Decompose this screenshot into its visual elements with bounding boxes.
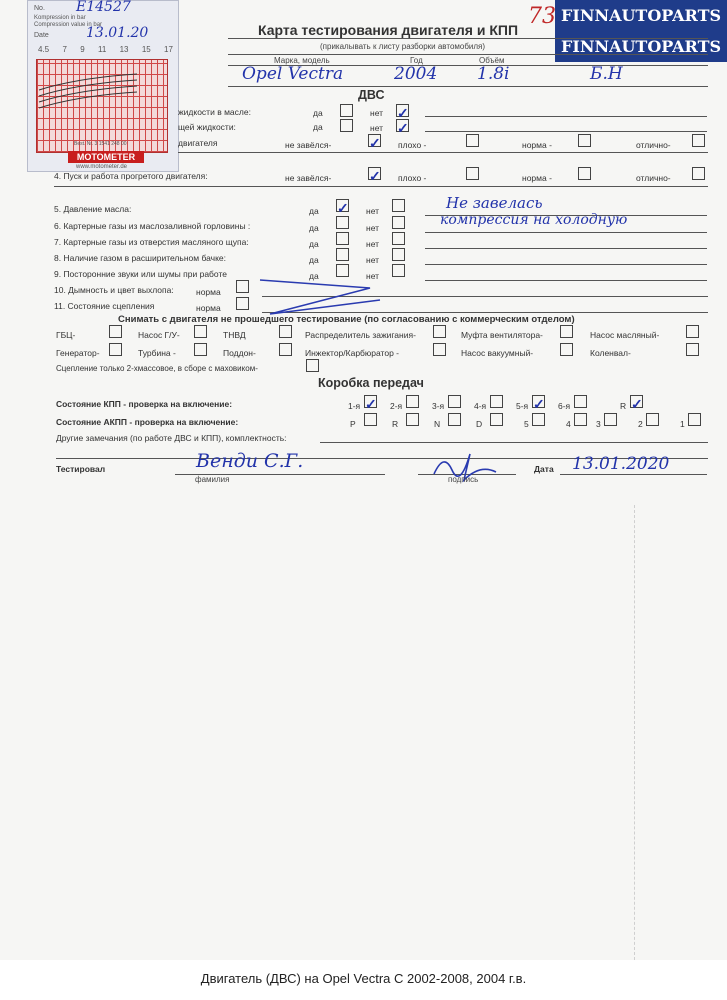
row4-line [54, 186, 708, 187]
row8-label: 8. Наличие газом в расширительном бачке: [54, 253, 226, 263]
remove-r2-0: Генератор- [56, 348, 100, 358]
row2-opt-no: нет [370, 123, 384, 133]
other-remarks-line-1 [320, 442, 708, 443]
gearbox-title: Коробка передач [318, 376, 424, 390]
date-label: Дата [534, 464, 554, 474]
akpp-box-4[interactable] [574, 413, 587, 426]
row4-box1[interactable] [368, 167, 381, 184]
motometer-logo: MOTOMETER [68, 151, 144, 163]
row3-box2[interactable] [466, 134, 479, 147]
row7-opt-no: нет [366, 239, 380, 249]
akpp-label: Состояние АКПП - проверка на включение: [56, 417, 239, 427]
row3-box4[interactable] [692, 134, 705, 147]
row6-box-no[interactable] [392, 216, 405, 229]
row1-label: жидкости в масле: [178, 107, 251, 117]
col-year: Год [410, 56, 423, 65]
remove-r1-4: Муфта вентилятора- [461, 330, 543, 340]
row3-opt3: норма - [522, 140, 552, 150]
card-scale [38, 45, 173, 54]
kpp-box-3[interactable] [448, 395, 461, 408]
row2-box-yes[interactable] [340, 119, 353, 132]
row2-line [425, 131, 707, 132]
date-value: 13.01.2020 [572, 454, 670, 474]
remove-r2-box5[interactable] [686, 343, 699, 356]
akpp-gear-4: 4 [566, 419, 571, 429]
compression-card [27, 0, 179, 172]
remove-r1-3: Распределитель зажигания- [305, 330, 416, 340]
card-no-label: No. [34, 5, 45, 12]
akpp-gear-d: D [476, 419, 483, 429]
remove-r2-box3[interactable] [433, 343, 446, 356]
row8-opt-yes: да [309, 255, 319, 265]
row10-box[interactable] [236, 280, 249, 293]
akpp-gear-3: 3 [596, 419, 601, 429]
akpp-gear-r: R [392, 419, 399, 429]
row8-box-yes[interactable] [336, 248, 349, 261]
row9-opt-yes: да [309, 271, 319, 281]
finnautoparts-logo-2: FINNAUTOPARTS [555, 31, 727, 62]
row3-label: двигателя [178, 138, 218, 148]
remove-r2-1: Турбина - [138, 348, 176, 358]
row10-label: 10. Дымность и цвет выхлопа: [54, 285, 174, 295]
clutch-box[interactable] [306, 359, 319, 372]
row7-opt-yes: да [309, 239, 319, 249]
row8-line [425, 264, 707, 265]
kpp-gear-5: 5-я [516, 401, 529, 411]
note-compression: компрессия на холодную [440, 212, 628, 228]
remove-r2-box4[interactable] [560, 343, 573, 356]
row4-box3[interactable] [578, 167, 591, 180]
row5-box-yes[interactable] [336, 199, 349, 216]
clutch-label: Сцепление только 2-хмассовое, в сборе с маховиком- [56, 364, 258, 373]
row7-box-yes[interactable] [336, 232, 349, 245]
row9-label: 9. Посторонние звуки или шумы при работе [54, 269, 227, 279]
col-model: Марка, модель [274, 56, 330, 65]
row6-label: 6. Картерные газы из маслозаливной горловины : [54, 221, 251, 231]
check-mark-icon: ✓ [369, 135, 381, 151]
akpp-gear-1: 1 [680, 419, 685, 429]
kpp-gear-4: 4-я [474, 401, 487, 411]
row5-label: 5. Давление масла: [54, 204, 132, 214]
remove-r1-box3[interactable] [433, 325, 446, 338]
row6-opt-no: нет [366, 223, 380, 233]
card-bestnr: Best. Nr. 3 1541 248 00 [74, 141, 127, 147]
remove-title: Снимать с двигателя не прошедшего тестирование (по согласованию с коммерческим отделом) [118, 314, 575, 325]
remove-r2-box2[interactable] [279, 343, 292, 356]
surname-label: фамилия [195, 475, 230, 484]
row4-box4[interactable] [692, 167, 705, 180]
image-caption: Двигатель (ДВС) на Opel Vectra C 2002-2008, 2004 г.в. [200, 971, 527, 986]
remove-r1-box5[interactable] [686, 325, 699, 338]
row2-box-no[interactable] [396, 119, 409, 136]
row9-box-no[interactable] [392, 264, 405, 277]
date-line [560, 474, 707, 475]
kpp-gear-r: R [620, 401, 627, 411]
kpp-box-r[interactable] [630, 395, 643, 412]
header-line-mid [228, 54, 708, 55]
row6-opt-yes: да [309, 223, 319, 233]
row11-box[interactable] [236, 297, 249, 310]
remove-r1-0: ГБЦ- [56, 330, 76, 340]
remove-r1-box1[interactable] [194, 325, 207, 338]
check-mark-icon: ✓ [397, 105, 409, 121]
row8-box-no[interactable] [392, 248, 405, 261]
paper-fold [634, 505, 635, 960]
form-number: 73 [528, 4, 556, 29]
value-model: Opel Vectra [242, 64, 344, 84]
check-mark-icon: ✓ [337, 200, 349, 216]
row4-opt4: отлично- [636, 173, 671, 183]
remove-r2-5: Коленвал- [590, 348, 631, 358]
card-date-label: Date [34, 32, 49, 39]
row2-label: щей жидкости: [178, 122, 236, 132]
scale-tick: 17 [164, 45, 173, 54]
akpp-gear-2: 2 [638, 419, 643, 429]
row7-label: 7. Картерные газы из отверстия масляного щупа: [54, 237, 249, 247]
akpp-box-d[interactable] [490, 413, 503, 426]
card-site: www.motometer.de [76, 164, 128, 170]
row4-box2[interactable] [466, 167, 479, 180]
remove-r2-box0[interactable] [109, 343, 122, 356]
kpp-box-4[interactable] [490, 395, 503, 408]
compression-chart-grid [36, 59, 168, 153]
akpp-gear-n: N [434, 419, 441, 429]
remove-r2-box1[interactable] [194, 343, 207, 356]
row1-box-no[interactable] [396, 104, 409, 121]
row1-opt-no: нет [370, 108, 384, 118]
row1-box-yes[interactable] [340, 104, 353, 117]
kpp-gear-6: 6-я [558, 401, 571, 411]
kpp-box-6[interactable] [574, 395, 587, 408]
kpp-gear-3: 3-я [432, 401, 445, 411]
akpp-gear-5: 5 [524, 419, 529, 429]
remove-r1-box0[interactable] [109, 325, 122, 338]
note-not-started: Не завелась [446, 194, 543, 212]
akpp-box-5[interactable] [532, 413, 545, 426]
row6-line [425, 232, 707, 233]
header-line-top [228, 38, 708, 39]
signature-label: подпись [448, 475, 479, 484]
akpp-box-3[interactable] [604, 413, 617, 426]
pen-strokes [250, 270, 390, 320]
row4-opt1: не завёлся- [285, 173, 332, 183]
akpp-box-n[interactable] [448, 413, 461, 426]
scale-tick: 9 [80, 45, 85, 54]
remove-r2-4: Насос вакуумный- [461, 348, 534, 358]
akpp-box-2[interactable] [646, 413, 659, 426]
scale-tick: 4.5 [38, 45, 50, 54]
kpp-box-5[interactable] [532, 395, 545, 412]
finnautoparts-logo-1: FINNAUTOPARTS [555, 0, 727, 31]
row11-opt: норма [196, 303, 221, 313]
remove-r1-box2[interactable] [279, 325, 292, 338]
card-line1: Kompression in bar [34, 15, 86, 21]
check-mark-icon: ✓ [533, 396, 545, 412]
check-mark-icon: ✓ [397, 120, 409, 136]
remove-r2-3: Инжектор/Карбюратор - [305, 348, 400, 358]
remove-r1-box4[interactable] [560, 325, 573, 338]
scale-tick: 15 [141, 45, 151, 54]
row1-line [425, 116, 707, 117]
row8-opt-no: нет [366, 255, 380, 265]
row2-opt-yes: да [313, 108, 323, 118]
scale-tick: 11 [97, 45, 107, 54]
row7-box-no[interactable] [392, 232, 405, 245]
kpp-gear-1: 1-я [348, 401, 361, 411]
row5-opt-no: нет [366, 206, 380, 216]
akpp-box-1[interactable] [688, 413, 701, 426]
row4-opt2: плохо - [398, 173, 427, 183]
akpp-gear-p: P [350, 419, 356, 429]
tested-label: Тестировал [56, 464, 106, 474]
value-volume: 1.8i [477, 64, 510, 84]
form-subtitle: (прикалывать к листу разборки автомобиля) [320, 42, 486, 51]
tester-name: Венди С.Г. [196, 450, 304, 472]
row4-label: 4. Пуск и работа прогретого двигателя: [54, 171, 208, 181]
check-mark-icon: ✓ [631, 396, 643, 412]
scale-tick: 7 [62, 45, 67, 54]
kpp-box-2[interactable] [406, 395, 419, 408]
row11-label: 11. Состояние сцепления [54, 301, 155, 311]
value-extra: Б.Н [590, 64, 623, 84]
row7-line [425, 248, 707, 249]
dvs-title: ДВС [358, 88, 385, 102]
form-title: Карта тестирования двигателя и КПП [258, 22, 519, 38]
row10-opt: норма [196, 287, 221, 297]
other-remarks-label: Другие замечания (по работе ДВС и КПП), комплектность: [56, 433, 287, 443]
row9-line [425, 280, 707, 281]
kpp-label: Состояние КПП - проверка на включение: [56, 399, 233, 409]
row1-opt-yes: да [313, 122, 323, 132]
card-no-value: E14527 [76, 0, 131, 15]
row4-opt3: норма - [522, 173, 552, 183]
col-volume: Объём [479, 56, 505, 65]
value-year: 2004 [394, 64, 438, 84]
remove-r1-1: Насос Г/У- [138, 330, 180, 340]
row3-box3[interactable] [578, 134, 591, 147]
row5-opt-yes: да [309, 206, 319, 216]
row9-opt-no: нет [366, 271, 380, 281]
kpp-box-1[interactable] [364, 395, 377, 412]
row3-box1[interactable] [368, 134, 381, 151]
akpp-box-r[interactable] [406, 413, 419, 426]
card-date-value: 13.01.20 [86, 25, 149, 41]
header-line-bottom [228, 86, 708, 87]
scale-tick: 13 [119, 45, 129, 54]
remove-r1-5: Насос масляный- [590, 330, 660, 340]
row6-box-yes[interactable] [336, 216, 349, 229]
row3-line [178, 152, 708, 153]
card-line2: Compression value in bar [34, 22, 103, 28]
row5-box-no[interactable] [392, 199, 405, 212]
row3-opt2: плохо - [398, 140, 427, 150]
check-mark-icon: ✓ [365, 396, 377, 412]
check-mark-icon: ✓ [369, 168, 381, 184]
remove-r1-2: ТНВД [223, 330, 246, 340]
row3-opt1: не завёлся- [285, 140, 332, 150]
compression-traces [37, 60, 167, 152]
akpp-box-p[interactable] [364, 413, 377, 426]
row3-opt4: отлично- [636, 140, 671, 150]
kpp-gear-2: 2-я [390, 401, 403, 411]
remove-r2-2: Поддон- [223, 348, 256, 358]
